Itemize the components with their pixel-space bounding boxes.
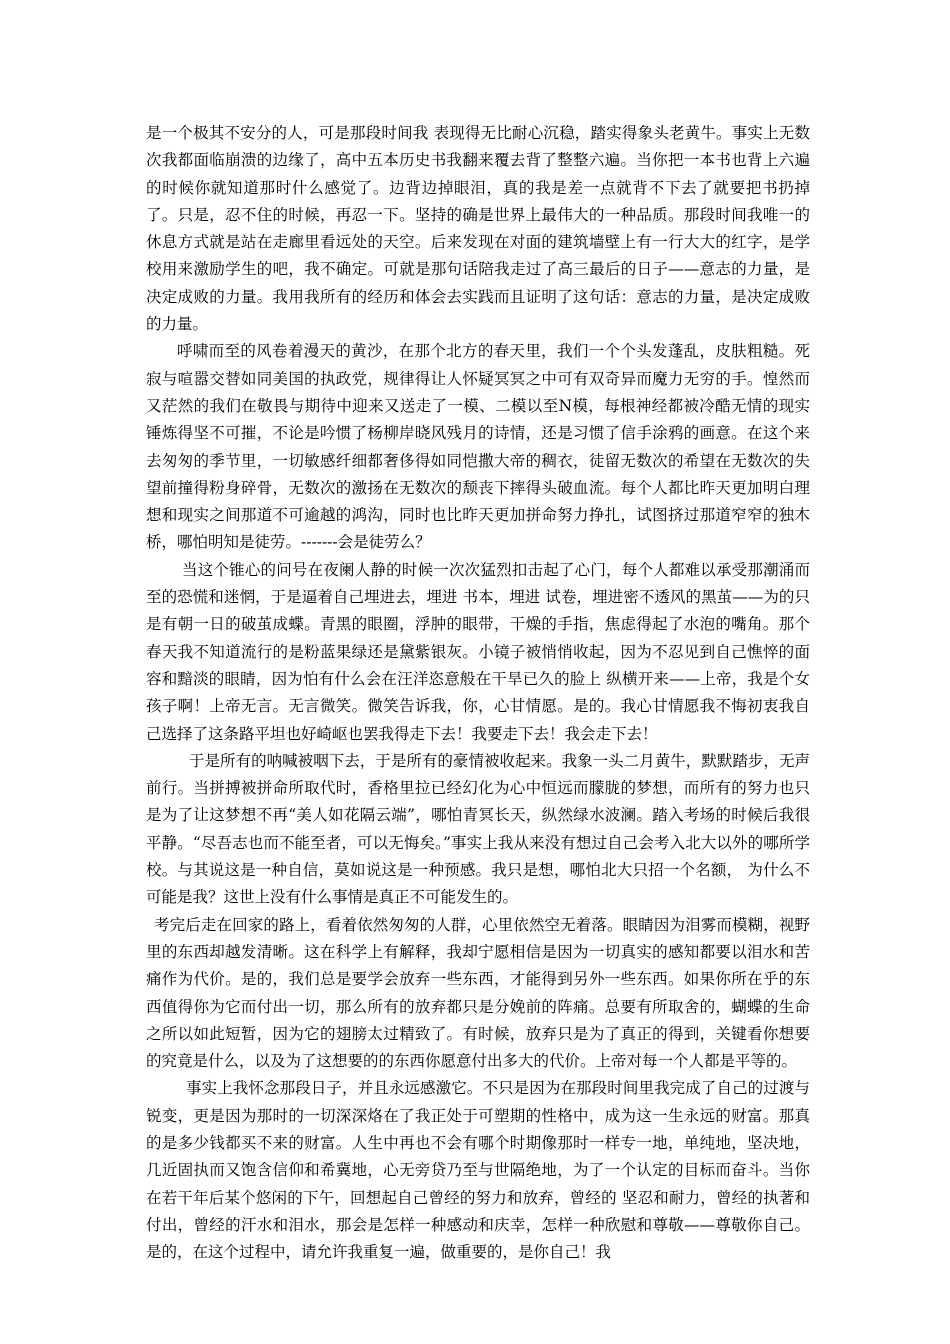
paragraph-5: 考完后走在回家的路上，看着依然匆匆的人群，心里依然空无着落。眼睛因为泪雾而模糊，视野里的东西却越发清晰。这在科学上有解释，我却宁愿相信是因为一切真实的感知都要以泪水和苦痛作为代价。是的，我们总是要学会放弃一些东西，才能得到另外一些东西。如果你所在乎的东西值得你为它而付出一切，那么所有的放弃都只是分娩前的阵痛。总要有所取舍的，蝴蝶的生命之所以如此短暂，因为它的翅膀太过精致了。有时候，放弃只是为了真正的得到，关键看你想要的究竟是什么，以及为了这想要的的东西你愿意付出多大的代价。上帝对每一个人都是平等的。 [146, 915, 810, 1071]
paragraph-1: 是一个极其不安分的人，可是那段时间我 表现得无比耐心沉稳，踏实得象头老黄牛。事实上无数次我都面临崩溃的边缘了，高中五本历史书我翻来覆去背了整整六遍。当你把一本书也背上六遍的时候你就知道那时什么感觉了。边背边掉眼泪，真的我是差一点就背不下去了就要把书扔掉了。只是，忍不住的时候，再忍一下。坚持的确是世界上最伟大的一种品质。那段时间我唯一的休息方式就是站在走廊里看远处的天空。后来发现在对面的建筑墙壁上有一行大大的红字，是学校用来激励学生的吧，我不确定。可就是那句话陪我走过了高三最后的日子——意志的力量，是决定成败的力量。我用我所有的经历和体会去实践而且证明了这句话：意志的力量，是决定成败的力量。 [146, 124, 810, 334]
paragraph-6: 事实上我怀念那段日子，并且永远感激它。不只是因为在那段时间里我完成了自己的过渡与锐变，更是因为那时的一切深深烙在了我正处于可塑期的性格中，成为这一生永远的财富。那真的是多少钱都买不来的财富。人生中再也不会有哪个时期像那时一样专一地，单纯地，坚决地，几近固执而又饱含信仰和希冀地，心无旁贷乃至与世隔绝地，为了一个认定的目标而奋斗。当你在若干年后某个悠闲的下午，回想起自己曾经的努力和放弃，曾经的 坚忍和耐力，曾经的执著和付出，曾经的汗水和泪水，那会是怎样一种感动和庆幸，怎样一种欣慰和尊敬——尊敬你自己。是的，在这个过程中，请允许我重复一遍，做重要的，是你自己！我 [146, 1079, 810, 1262]
paragraph-3: 当这个锥心的问号在夜阑人静的时候一次次猛烈扣击起了心门，每个人都难以承受那潮涌而至的恐慌和迷惘，于是逼着自己埋进去，埋进 书本，埋进 试卷，埋进密不透风的黑茧——为的只是有朝一日的破茧成蝶。青黑的眼圈，浮肿的眼带，干燥的手指，焦虑得起了水泡的嘴角。那个春天我不知道流行的是粉蓝果绿还是黛紫银灰。小镜子被悄悄收起，因为不忍见到自己憔悴的面容和黯淡的眼睛，因为怕有什么会在汪洋恣意般在干旱已久的脸上 纵横开来——上帝，我是个女孩子啊！上帝无言。无言微笑。微笑告诉我，你，心甘情愿。是的。我心甘情愿我不悔初衷我自己选择了这条路平坦也好崎岖也罢我得走下去！我要走下去！我会走下去！ [146, 560, 810, 743]
paragraph-2: 呼啸而至的风卷着漫天的黄沙，在那个北方的春天里，我们一个个头发蓬乱，皮肤粗糙。死寂与喧嚣交替如同美国的执政党，规律得让人怀疑冥冥之中可有双奇异而魔力无穷的手。惶然而又茫然的我们在敬畏与期待中迎来又送走了一模、二模以至N模，每根神经都被冷酷无情的现实锤炼得坚不可摧，不论是吟惯了杨柳岸晓风残月的诗情，还是习惯了信手涂鸦的画意。在这个来去匆匆的季节里，一切敏感纤细都奢侈得如同恺撒大帝的稠衣，徒留无数次的希望在无数次的失望前撞得粉身碎骨，无数次的激扬在无数次的颓丧下摔得头破血流。每个人都比昨天更加明白理想和现实之间那道不可逾越的鸿沟，同时也比昨天更加拼命努力挣扎，试图挤过那道窄窄的独木桥，哪怕明知是徒劳。-------会是徒劳么？ [146, 342, 810, 552]
paragraph-4: 于是所有的呐喊被咽下去，于是所有的豪情被收起来。我象一头二月黄牛，默默踏步，无声前行。当拼搏被拼命所取代时，香格里拉已经幻化为心中恒远而朦胧的梦想，而所有的努力也只是为了让这梦想不再“美人如花隔云端”，哪怕青冥长天，纵然绿水波澜。踏入考场的时候后我很平静。“尽吾志也而不能至者，可以无悔矣。”事实上我从来没有想过自己会考入北大以外的哪所学校。与其说这是一种自信，莫如说这是一种预感。我只是想，哪怕北大只招一个名额， 为什么不可能是我？这世上没有什么事情是真正不可能发生的。 [146, 751, 810, 907]
document-body [146, 120, 810, 1266]
